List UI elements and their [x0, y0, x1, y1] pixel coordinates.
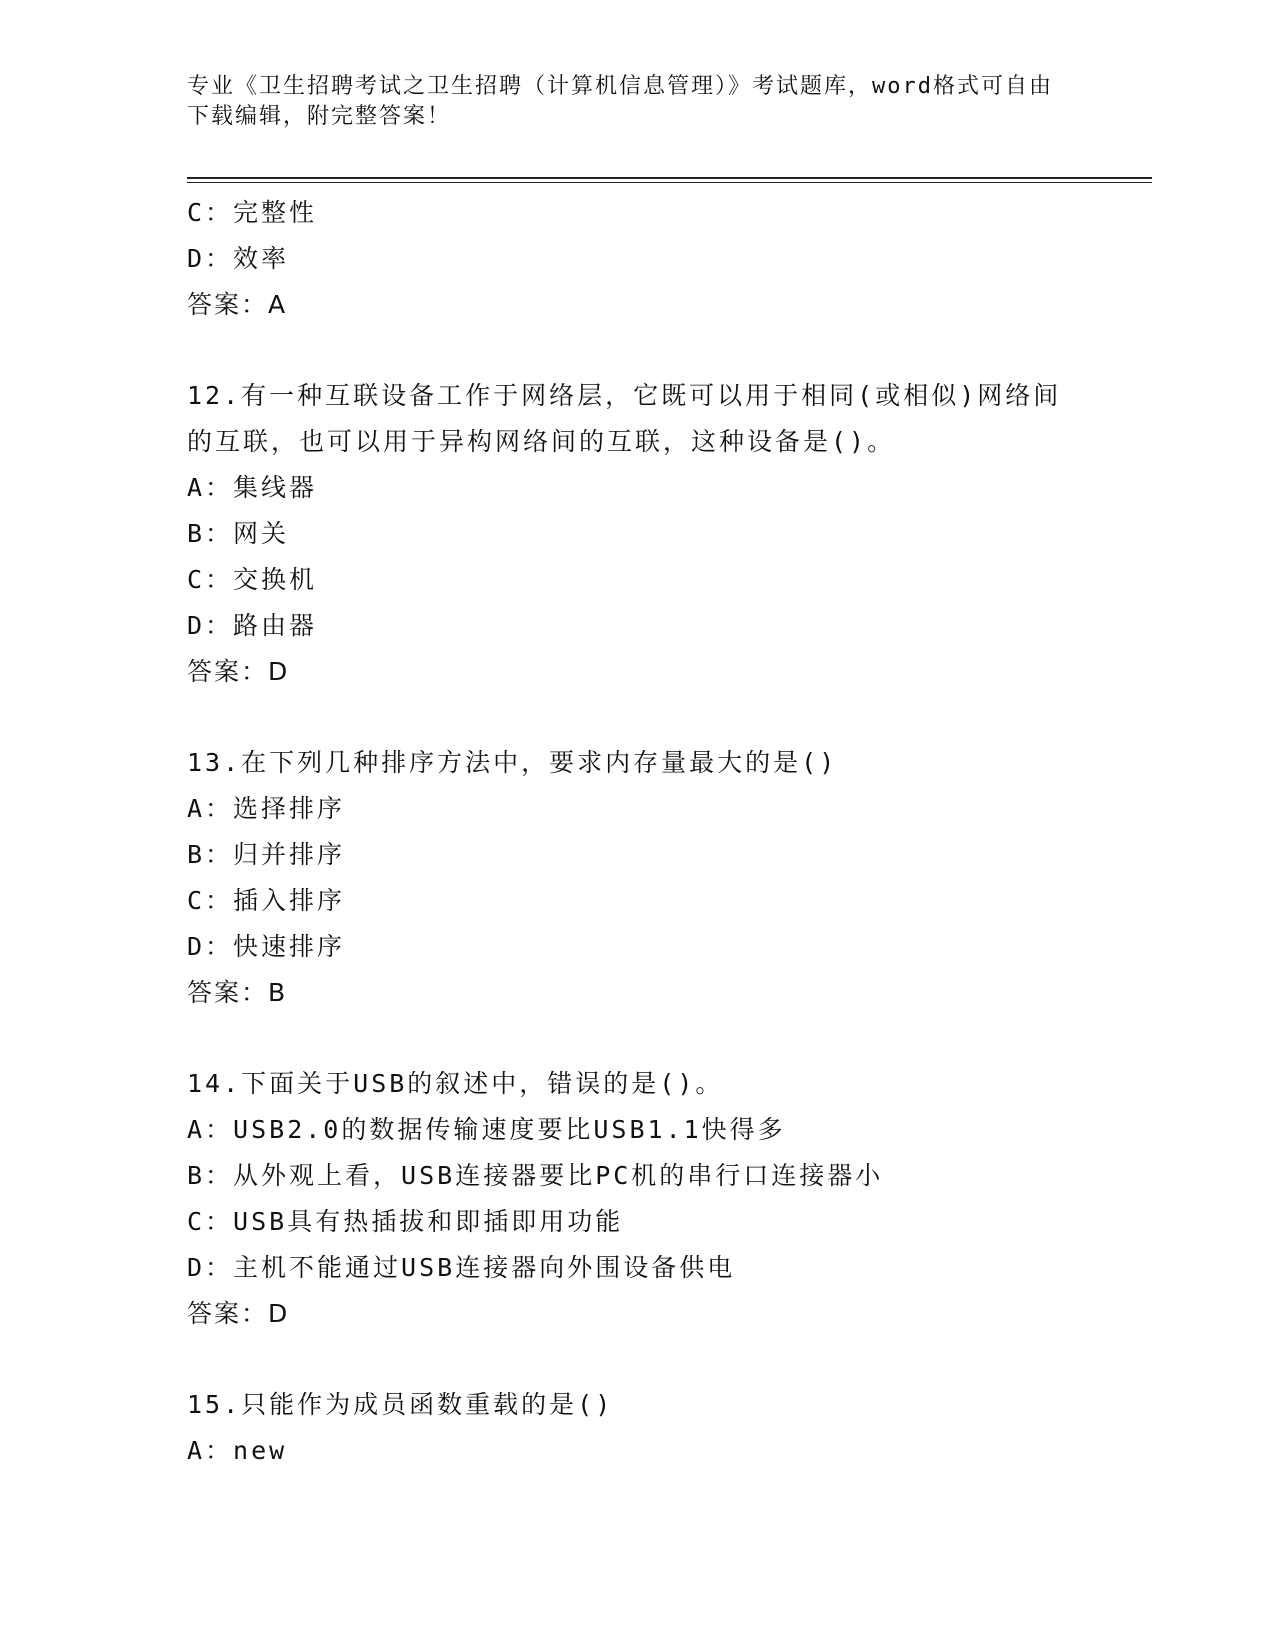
answer-line: 答案：B [187, 978, 288, 1007]
option-a: A：USB2.0的数据传输速度要比USB1.1快得多 [187, 1115, 786, 1144]
header-divider-thin [187, 182, 1152, 183]
question-11-tail [187, 190, 1087, 328]
question-stem: 15.只能作为成员函数重载的是() [187, 1390, 614, 1419]
question-spacer [187, 328, 1087, 373]
answer-line: 答案：A [187, 290, 288, 319]
question-stem: 14.下面关于USB的叙述中，错误的是()。 [187, 1069, 724, 1098]
question-spacer [187, 695, 1087, 740]
question-stem: 13.在下列几种排序方法中，要求内存量最大的是() [187, 748, 838, 777]
option-c: C：插入排序 [187, 886, 346, 915]
option-d: D：效率 [187, 244, 290, 273]
question-stem-line2: 的互联，也可以用于异构网络间的互联，这种设备是()。 [187, 427, 896, 456]
question-stem-line1: 12.有一种互联设备工作于网络层，它既可以用于相同(或相似)网络间 [187, 381, 1062, 410]
header-divider-thick [187, 177, 1152, 179]
option-d: D：路由器 [187, 611, 318, 640]
option-a: A：new [187, 1436, 288, 1465]
option-c: C：USB具有热插拔和即插即用功能 [187, 1207, 624, 1236]
answer-line: 答案：D [187, 1299, 290, 1328]
question-13 [187, 740, 1087, 1016]
option-c: C：完整性 [187, 198, 318, 227]
question-list [187, 190, 1087, 1474]
option-c: C：交换机 [187, 565, 318, 594]
answer-line: 答案：D [187, 657, 290, 686]
option-d: D：主机不能通过USB连接器向外围设备供电 [187, 1253, 736, 1282]
question-14 [187, 1061, 1087, 1337]
document-header: 专业《卫生招聘考试之卫生招聘（计算机信息管理）》考试题库，word格式可自由下载编辑，附完整答案！ [187, 74, 1053, 129]
option-a: A：选择排序 [187, 794, 346, 823]
question-15 [187, 1382, 1087, 1474]
question-spacer [187, 1016, 1087, 1061]
question-12 [187, 373, 1087, 695]
option-d: D：快速排序 [187, 932, 346, 961]
option-b: B：从外观上看，USB连接器要比PC机的串行口连接器小 [187, 1161, 884, 1190]
option-b: B：网关 [187, 519, 290, 548]
question-spacer [187, 1337, 1087, 1382]
option-a: A：集线器 [187, 473, 318, 502]
option-b: B：归并排序 [187, 840, 346, 869]
